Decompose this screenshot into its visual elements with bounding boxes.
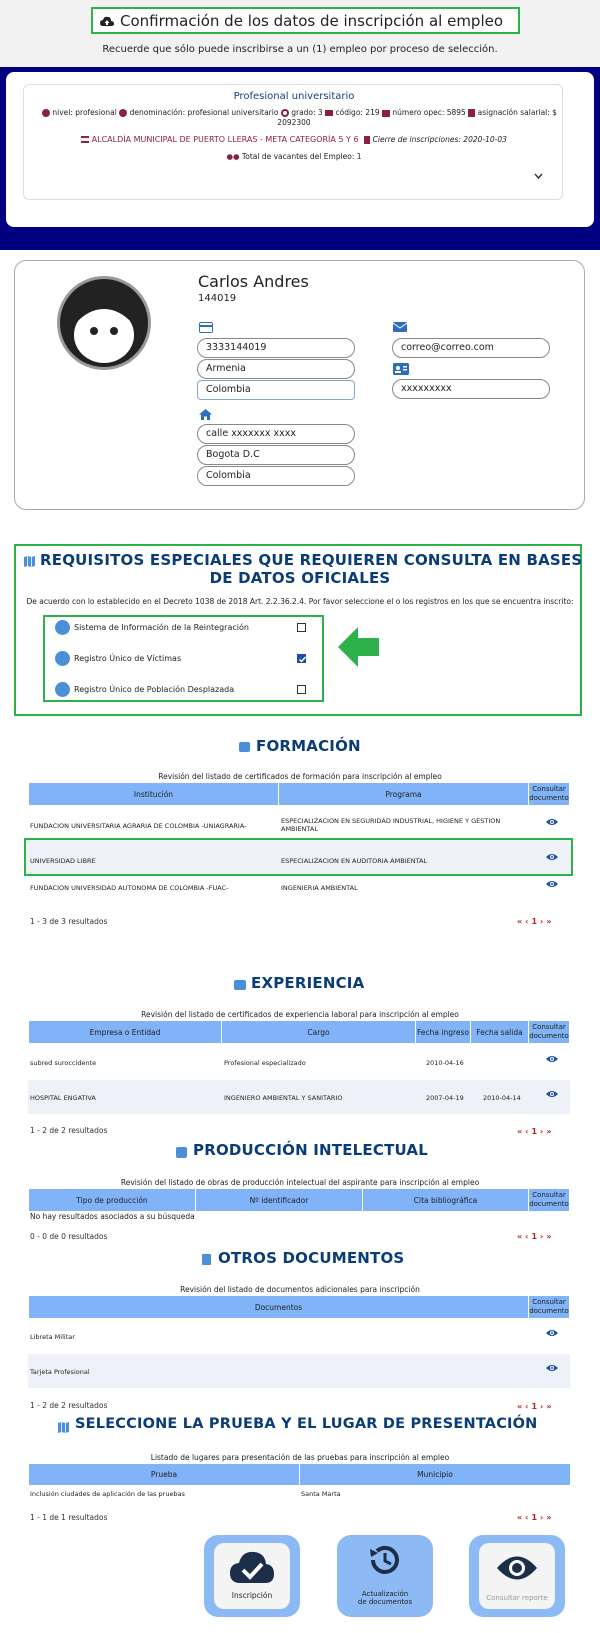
phone-field[interactable]: 3333144019 [197,338,355,358]
list-icon [81,136,89,143]
country-field[interactable]: Colombia [197,380,355,400]
pager-page[interactable]: 1 [531,1402,541,1411]
file-icon [202,1254,211,1265]
actualizacion-label-2: de documentos [357,1598,413,1606]
job-codigo: código: 219 [335,108,380,117]
prueba-row-municipio: Santa Marta [301,1490,341,1498]
col-institucion: Institución [29,783,278,805]
eye-icon[interactable] [546,1364,558,1372]
eye-icon[interactable] [546,818,558,826]
job-attributes [42,108,562,117]
pager-next[interactable]: › [540,1232,547,1241]
page-title: Confirmación de los datos de inscripción al empleo [120,12,504,30]
experiencia-row-ingreso: 2007-04-19 [426,1094,464,1102]
experiencia-row-empresa: HOSPITAL ENGATIVA [30,1094,96,1102]
req-checkbox-victimas[interactable] [297,654,306,663]
pager-first[interactable]: « [517,1402,526,1411]
home-icon [199,409,212,420]
eye-icon[interactable] [546,1055,558,1063]
map-icon [58,1422,69,1433]
job-salary: 2092300 [277,118,311,127]
req-item-label: Registro Único de Población Desplazada [74,685,235,694]
job-denominacion: denominación: profesional universitario [129,108,279,117]
eye-icon[interactable] [546,1329,558,1337]
otros-description: Revisión del listado de documentos adicionales para inscripción [180,1285,420,1294]
person-icon [119,109,127,117]
pager-prev[interactable]: ‹ [525,1513,532,1522]
button-face [337,1535,433,1617]
experiencia-pagination[interactable] [517,1127,555,1136]
experiencia-row-cargo: Profesional especializado [224,1059,306,1067]
pager-last[interactable]: » [546,917,555,926]
otros-count: 1 - 2 de 2 resultados [30,1401,108,1410]
req-checkbox-reintegracion[interactable] [297,623,306,632]
job-closing: Cierre de inscripciones: 2020-10-03 [372,135,507,144]
pager-last[interactable]: » [546,1232,555,1241]
otros-pagination[interactable] [517,1402,555,1411]
address-country-field[interactable]: Colombia [197,466,355,486]
col-consultar: Consultar documento [529,783,569,805]
pager-next[interactable]: › [540,1513,547,1522]
col-fecha-salida: Fecha salida [471,1021,528,1043]
pager-prev[interactable]: ‹ [525,1232,532,1241]
pager-next[interactable]: › [540,1127,547,1136]
experiencia-count: 1 - 2 de 2 resultados [30,1126,108,1135]
prueba-row-prueba: Inclusión ciudades de aplicación de las pruebas [30,1490,185,1498]
address-field[interactable]: calle xxxxxxx xxxx [197,424,355,444]
inscripcion-button[interactable] [204,1535,300,1617]
formacion-row-prog: ESPECIALIZACION EN AUDITORIA AMBIENTAL [281,857,428,865]
formacion-row-prog: INGENIERIA AMBIENTAL [281,884,358,892]
job-vacantes-line [24,152,564,161]
inscripcion-label: Inscripción [231,1591,273,1600]
requisitos-title-1: REQUISITOS ESPECIALES QUE REQUIEREN CONSULTA EN BASES [40,551,583,569]
book-icon [55,682,70,697]
eye-icon[interactable] [546,853,558,861]
col-consultar: Consultar documento [529,1021,569,1043]
pager-next[interactable]: › [540,917,547,926]
chevron-down-icon[interactable] [534,173,543,179]
produccion-description: Revisión del listado de obras de producción intelectual del aspirante para inscripción al empleo [120,1178,480,1187]
prueba-pagination[interactable] [517,1513,555,1522]
pager-last[interactable]: » [546,1402,555,1411]
job-entity: ALCALDÍA MUNICIPAL DE PUERTO LLERAS - META CATEGORÍA 5 Y 6 [91,135,359,144]
prueba-count: 1 - 1 de 1 resultados [30,1513,108,1522]
col-identificador: Nº identificador [196,1189,362,1211]
experiencia-description: Revisión del listado de certificados de experiencia laboral para inscripción al empleo [141,1010,459,1019]
page-subtitle: Recuerde que sólo puede inscribirse a un (1) empleo por proceso de selección. [102,44,498,55]
pager-prev[interactable]: ‹ [525,917,532,926]
avatar [57,276,151,370]
job-asignacion: asignación salarial: $ [477,108,557,117]
pager-first[interactable]: « [517,1127,526,1136]
req-item-label: Sistema de Información de la Reintegración [74,623,249,632]
experiencia-title: EXPERIENCIA [251,974,365,992]
job-vacantes: Total de vacantes del Empleo: 1 [241,152,362,161]
formacion-title: FORMACIÓN [256,737,361,755]
consultar-reporte-button[interactable] [469,1535,565,1617]
cloud-upload-icon [100,16,114,27]
document-field[interactable]: xxxxxxxxx [392,379,550,399]
level-icon [42,109,50,117]
pager-page[interactable]: 1 [531,917,541,926]
money-icon [468,109,475,117]
produccion-empty: No hay resultados asociados a su búsqueda [30,1212,195,1221]
eye-icon[interactable] [546,1090,558,1098]
group-icon: ●● [226,152,240,161]
job-card [23,84,563,200]
col-consultar: Consultar documento [529,1189,569,1211]
formacion-row-inst: FUNDACION UNIVERSITARIA AGRARIA DE COLOMBIA -UNIAGRARIA- [30,822,247,830]
col-prueba: Prueba [29,1464,299,1485]
pager-first[interactable]: « [517,917,526,926]
actualizacion-button[interactable] [337,1535,433,1617]
experiencia-row-cargo: INGENIERO AMBIENTAL Y SANITARIO [224,1094,343,1102]
table-row-bg [28,1354,570,1388]
produccion-title: PRODUCCIÓN INTELECTUAL [193,1141,428,1159]
actualizacion-label-1: Actualización [361,1590,409,1598]
documents-icon [176,1147,187,1158]
graduation-icon [239,742,250,752]
address-city-field[interactable]: Bogota D.C [197,445,355,465]
avatar-face-icon [60,279,148,367]
job-numero: número opec: 5895 [392,108,466,117]
credit-card-icon [199,322,213,333]
experiencia-row-empresa: subred suroccidente [30,1059,97,1067]
pager-prev[interactable]: ‹ [525,1402,532,1411]
formacion-description: Revisión del listado de certificados de formación para inscripción al empleo [158,772,442,781]
col-empresa: Empresa o Entidad [29,1021,221,1043]
col-cargo: Cargo [222,1021,415,1043]
otros-row-doc: Libreta Militar [30,1333,75,1341]
col-tipo-produccion: Tipo de producción [29,1189,195,1211]
pager-first[interactable]: « [517,1232,526,1241]
col-consultar: Consultar documento [529,1296,569,1318]
number-icon [382,110,390,117]
pager-page[interactable]: 1 [531,1513,541,1522]
prueba-description: Listado de lugares para presentación de las pruebas para inscripción al empleo [150,1453,450,1462]
requisitos-description: De acuerdo con lo establecido en el Decreto 1038 de 2018 Art. 2.2.36.2.4. Por favor seleccione el o los registros en los que se encuentra inscrito: [26,597,574,606]
formacion-pagination[interactable] [517,917,555,926]
formacion-row-prog: ESPECIALIZACION EN SEGURIDAD INDUSTRIAL, HIGIENE Y GESTION [281,817,501,825]
eye-icon[interactable] [546,880,558,888]
formacion-row-prog-2: AMBIENTAL [281,825,318,833]
otros-row-doc: Tarjeta Profesional [30,1368,90,1376]
job-entity-line [24,135,564,144]
pager-page[interactable]: 1 [531,1232,541,1241]
col-documentos: Documentos [29,1296,528,1318]
pager-page[interactable]: 1 [531,1127,541,1136]
col-fecha-ingreso: Fecha ingreso [416,1021,470,1043]
tag-icon [325,110,333,116]
id-card-icon [393,363,409,375]
pager-next[interactable]: › [540,1402,547,1411]
button-face [214,1543,290,1609]
otros-title: OTROS DOCUMENTOS [218,1249,405,1267]
req-checkbox-desplazada[interactable] [297,685,306,694]
book-icon [55,620,70,635]
formacion-count: 1 - 3 de 3 resultados [30,917,108,926]
check-icon [298,655,307,664]
job-nivel: nivel: profesional [52,108,117,117]
col-municipio: Municipio [300,1464,570,1485]
req-item-label: Registro Único de Víctimas [74,654,182,663]
history-clock-icon [368,1543,402,1577]
pager-prev[interactable]: ‹ [525,1127,532,1136]
formacion-row-inst: UNIVERSIDAD LIBRE [30,857,96,865]
email-field[interactable]: correo@correo.com [392,338,550,358]
hourglass-icon [364,136,370,144]
formacion-row-inst: FUNDACION UNIVERSIDAD AUTONOMA DE COLOMBIA -FUAC- [30,884,229,892]
consultar-reporte-label: Consultar reporte [486,1594,548,1602]
cloud-check-icon [230,1551,274,1585]
book-icon [55,651,70,666]
requisitos-title-2: DE DATOS OFICIALES [209,569,391,587]
eye-icon [497,1555,537,1581]
email-icon [393,322,407,332]
pager-first[interactable]: « [517,1513,526,1522]
arrow-left-icon [338,627,379,667]
grade-icon [281,109,289,117]
job-grado: grado: 3 [291,108,323,117]
produccion-pagination[interactable] [517,1232,555,1241]
experiencia-row-ingreso: 2010-04-16 [426,1059,464,1067]
col-programa: Programa [279,783,528,805]
button-face [479,1543,555,1609]
col-cita: Cita bibliográfica [363,1189,528,1211]
profile-id: 144019 [198,293,237,304]
pager-last[interactable]: » [546,1127,555,1136]
city-field[interactable]: Armenia [197,359,355,379]
experiencia-row-salida: 2010-04-14 [483,1094,521,1102]
map-icon [24,556,35,567]
pager-last[interactable]: » [546,1513,555,1522]
job-title: Profesional universitario [233,91,355,102]
header-title-box [91,7,520,34]
produccion-count: 0 - 0 de 0 resultados [30,1232,108,1241]
briefcase-icon [234,980,246,990]
prueba-title: SELECCIONE LA PRUEBA Y EL LUGAR DE PRESENTACIÓN [75,1416,538,1432]
profile-name: Carlos Andres [198,272,309,291]
